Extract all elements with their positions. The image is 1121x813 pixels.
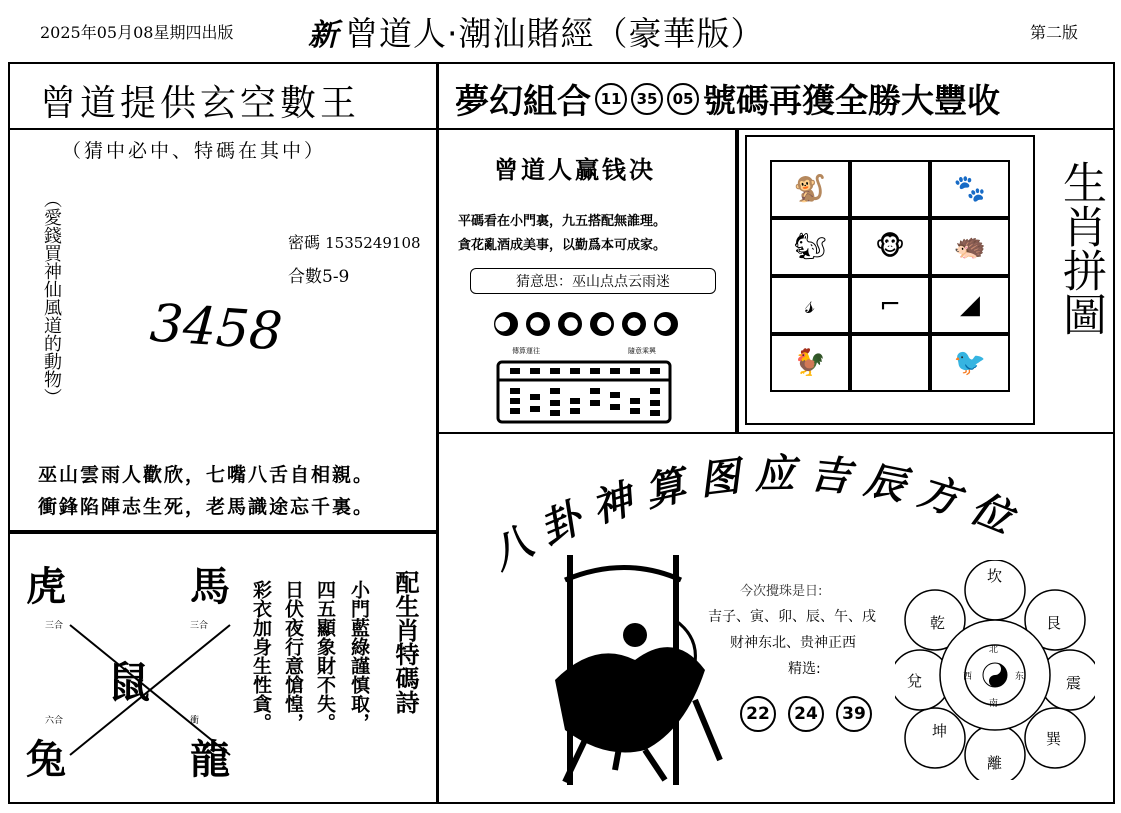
title-prefix: 新 bbox=[308, 18, 338, 53]
pick-numbers bbox=[740, 696, 872, 732]
password-row bbox=[288, 230, 421, 253]
moon-icon bbox=[654, 312, 678, 336]
dir-north: 北 bbox=[989, 645, 999, 655]
trigram-qian: 乾 bbox=[930, 614, 946, 632]
trigram-dui: 兌 bbox=[907, 672, 923, 690]
abacus-icon bbox=[496, 360, 672, 424]
god-directions: 财神东北、贵神正西 bbox=[730, 635, 856, 651]
puzzle-tile: 🐾 bbox=[930, 160, 1010, 218]
banner-post: 號碼再獲全勝大豐收 bbox=[703, 81, 1000, 120]
left-subtitle: （猜中必中、特碼在其中） bbox=[62, 140, 327, 162]
trigram-kan: 坎 bbox=[987, 567, 1003, 585]
banner-pre: 夢幻組合 bbox=[455, 82, 591, 122]
trigram-gen: 艮 bbox=[1046, 614, 1062, 632]
password-value: 1535249108 bbox=[325, 234, 421, 252]
sum-label: 合數 bbox=[288, 267, 322, 287]
poem-col-4: 彩衣加身生性貪。 bbox=[250, 580, 272, 732]
winning-line-1: 平碼看在小門裏，九五搭配無誰理。 bbox=[458, 214, 667, 229]
moon-icon bbox=[526, 312, 550, 336]
puzzle-tile: 𝓈 bbox=[770, 276, 850, 334]
poem-col-1: 小門藍綠謹慎取， bbox=[348, 580, 370, 732]
moon-phases bbox=[494, 312, 678, 336]
trigram-xun: 巽 bbox=[1046, 730, 1062, 748]
bagua-diagram bbox=[895, 560, 1095, 780]
puzzle-tile: 🦔 bbox=[930, 218, 1010, 276]
winning-title: 曾道人赢钱决 bbox=[494, 155, 656, 184]
poem-line-1: 巫山雲雨人歡欣，七嘴八舌自相親。 bbox=[38, 464, 375, 486]
abacus-caption-left: 傳算運往 bbox=[512, 347, 540, 355]
relation-tr: 三合 bbox=[190, 621, 209, 631]
poem-col-title: 配生肖特碼詩 bbox=[391, 570, 420, 714]
moon-icon bbox=[558, 312, 582, 336]
puzzle-tile bbox=[850, 334, 930, 392]
relation-br: 衝 bbox=[190, 716, 200, 726]
edition-label: 第二版 bbox=[1030, 23, 1079, 42]
trigram-zhen: 震 bbox=[1066, 674, 1082, 692]
sum-row bbox=[288, 262, 349, 287]
password-label: 密碼 bbox=[288, 233, 321, 252]
lucky-times: 吉子、寅、卯、辰、午、戌 bbox=[708, 609, 876, 625]
dir-east: 东 bbox=[1015, 672, 1025, 682]
trigram-kun: 坤 bbox=[932, 722, 948, 740]
animal-tiger: 虎 bbox=[26, 564, 66, 610]
pick-number: 22 bbox=[740, 696, 776, 732]
guess-text: 猜意思：巫山点点云雨迷 bbox=[516, 274, 670, 290]
banner-num-3: 05 bbox=[667, 83, 699, 115]
puzzle-tile: ◢ bbox=[930, 276, 1010, 334]
dir-south: 南 bbox=[989, 699, 999, 709]
trigram-li: 離 bbox=[987, 754, 1003, 772]
page-title: 曾道人·潮汕賭經（豪華版） bbox=[345, 14, 765, 53]
abacus-caption-right: 隨意乘興 bbox=[628, 347, 656, 355]
left-title: 曾道提供玄空數王 bbox=[40, 83, 361, 124]
animal-dragon: 龍 bbox=[190, 737, 230, 783]
puzzle-tile: 🐵 bbox=[850, 218, 930, 276]
draw-intro: 今次攪珠是日: bbox=[740, 584, 823, 599]
puzzle-tile: ⌐ bbox=[850, 276, 930, 334]
relation-tl: 三合 bbox=[45, 621, 64, 631]
winning-line-2: 貪花亂酒成美事，以勤爲本可成家。 bbox=[458, 238, 667, 253]
vertical-clue: （愛錢買神仙風道的動物） bbox=[41, 190, 62, 406]
animal-rabbit: 兔 bbox=[26, 737, 66, 783]
guess-box bbox=[470, 268, 716, 294]
poem-col-3: 日伏夜行意愴惶， bbox=[282, 580, 304, 732]
puzzle-tile: 🐒 bbox=[770, 160, 850, 218]
puzzle-tile: 🐿 bbox=[770, 218, 850, 276]
svg-text:八卦神算图应吉辰方位: 八卦神算图应吉辰方位 bbox=[482, 450, 1032, 579]
pick-number: 39 bbox=[836, 696, 872, 732]
relation-bl: 六合 bbox=[45, 716, 64, 726]
poem-col-2: 四五顯象財不失。 bbox=[314, 580, 336, 732]
moon-icon bbox=[622, 312, 646, 336]
sum-value: 5-9 bbox=[322, 267, 350, 287]
puzzle-label: 生肖拼圖 bbox=[1055, 160, 1106, 336]
warrior-illustration bbox=[525, 550, 725, 790]
pick-label: 精选: bbox=[788, 661, 821, 677]
zodiac-puzzle-grid bbox=[770, 160, 1010, 392]
animal-horse: 馬 bbox=[190, 564, 230, 610]
banner-num-1: 11 bbox=[595, 83, 627, 115]
moon-icon bbox=[590, 312, 614, 336]
puzzle-tile: 🐓 bbox=[770, 334, 850, 392]
banner-num-2: 35 bbox=[631, 83, 663, 115]
poem-line-2: 衝鋒陷陣志生死，老馬識途忘千裏。 bbox=[38, 496, 375, 518]
print-date: 2025年05月08星期四出版 bbox=[40, 23, 234, 42]
animal-rat: 鼠 bbox=[108, 658, 151, 707]
moon-icon bbox=[494, 312, 518, 336]
puzzle-tile bbox=[850, 160, 930, 218]
pick-number: 24 bbox=[788, 696, 824, 732]
puzzle-tile: 🐦 bbox=[930, 334, 1010, 392]
banner bbox=[455, 74, 1000, 123]
dir-west: 西 bbox=[963, 672, 973, 682]
handwritten-number: 3458 bbox=[148, 293, 285, 363]
